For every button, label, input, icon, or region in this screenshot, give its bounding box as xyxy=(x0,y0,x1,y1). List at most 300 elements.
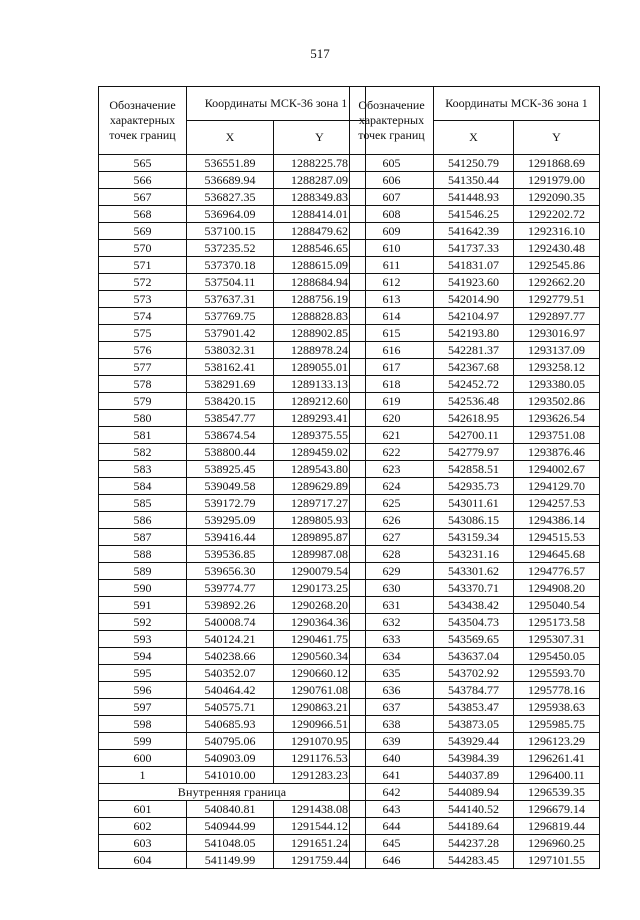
y-coordinate-cell: 1292430.48 xyxy=(514,240,600,257)
point-number-cell: 638 xyxy=(350,716,434,733)
y-coordinate-cell: 1289459.02 xyxy=(274,444,366,461)
point-number-cell: 567 xyxy=(99,189,187,206)
coordinates-table-left xyxy=(98,86,366,869)
y-coordinate-cell: 1288349.83 xyxy=(274,189,366,206)
x-coordinate-cell: 542536.48 xyxy=(434,393,514,410)
point-number-cell: 598 xyxy=(99,716,187,733)
y-coordinate-cell: 1295173.58 xyxy=(514,614,600,631)
table-row xyxy=(350,189,600,206)
y-coordinate-cell: 1295938.63 xyxy=(514,699,600,716)
point-number-cell: 624 xyxy=(350,478,434,495)
x-coordinate-cell: 543784.77 xyxy=(434,682,514,699)
point-number-cell: 590 xyxy=(99,580,187,597)
table-row xyxy=(350,495,600,512)
x-coordinate-cell: 542618.95 xyxy=(434,410,514,427)
point-number-cell: 626 xyxy=(350,512,434,529)
x-coordinate-cell: 540008.74 xyxy=(187,614,274,631)
table-row xyxy=(99,835,366,852)
point-number-cell: 612 xyxy=(350,274,434,291)
point-number-cell: 631 xyxy=(350,597,434,614)
point-number-cell: 644 xyxy=(350,818,434,835)
header-y: Y xyxy=(274,121,366,155)
header-point-designation: Обозначение характерных точек границ xyxy=(99,87,187,155)
point-number-cell: 630 xyxy=(350,580,434,597)
x-coordinate-cell: 541448.93 xyxy=(434,189,514,206)
x-coordinate-cell: 541923.60 xyxy=(434,274,514,291)
table-row xyxy=(99,325,366,342)
point-number-cell: 583 xyxy=(99,461,187,478)
point-number-cell: 586 xyxy=(99,512,187,529)
point-number-cell: 604 xyxy=(99,852,187,869)
table-row xyxy=(350,461,600,478)
point-number-cell: 606 xyxy=(350,172,434,189)
point-number-cell: 589 xyxy=(99,563,187,580)
point-number-cell: 637 xyxy=(350,699,434,716)
table-row xyxy=(350,274,600,291)
y-coordinate-cell: 1289212.60 xyxy=(274,393,366,410)
table-row xyxy=(350,257,600,274)
x-coordinate-cell: 538162.41 xyxy=(187,359,274,376)
x-coordinate-cell: 538800.44 xyxy=(187,444,274,461)
x-coordinate-cell: 536551.89 xyxy=(187,155,274,172)
table-row xyxy=(99,495,366,512)
table-row xyxy=(350,682,600,699)
y-coordinate-cell: 1289375.55 xyxy=(274,427,366,444)
point-number-cell: 578 xyxy=(99,376,187,393)
x-coordinate-cell: 544283.45 xyxy=(434,852,514,869)
table-row xyxy=(99,393,366,410)
header-x: X xyxy=(434,121,514,155)
table-row xyxy=(350,206,600,223)
x-coordinate-cell: 540903.09 xyxy=(187,750,274,767)
table-row xyxy=(350,733,600,750)
y-coordinate-cell: 1290079.54 xyxy=(274,563,366,580)
y-coordinate-cell: 1295040.54 xyxy=(514,597,600,614)
table-row xyxy=(350,512,600,529)
x-coordinate-cell: 538420.15 xyxy=(187,393,274,410)
point-number-cell: 608 xyxy=(350,206,434,223)
y-coordinate-cell: 1291283.23 xyxy=(274,767,366,784)
table-row xyxy=(99,444,366,461)
table-row xyxy=(350,631,600,648)
table-row xyxy=(350,801,600,818)
x-coordinate-cell: 542367.68 xyxy=(434,359,514,376)
x-coordinate-cell: 544140.52 xyxy=(434,801,514,818)
x-coordinate-cell: 536827.35 xyxy=(187,189,274,206)
y-coordinate-cell: 1295593.70 xyxy=(514,665,600,682)
y-coordinate-cell: 1292202.72 xyxy=(514,206,600,223)
table-row xyxy=(99,359,366,376)
y-coordinate-cell: 1289805.93 xyxy=(274,512,366,529)
y-coordinate-cell: 1291759.44 xyxy=(274,852,366,869)
x-coordinate-cell: 543370.71 xyxy=(434,580,514,597)
table-row xyxy=(350,699,600,716)
y-coordinate-cell: 1294515.53 xyxy=(514,529,600,546)
point-number-cell: 587 xyxy=(99,529,187,546)
point-number-cell: 571 xyxy=(99,257,187,274)
table-row xyxy=(350,529,600,546)
point-number-cell: 625 xyxy=(350,495,434,512)
table-row xyxy=(350,580,600,597)
table-row xyxy=(99,733,366,750)
y-coordinate-cell: 1291438.08 xyxy=(274,801,366,818)
point-number-cell: 611 xyxy=(350,257,434,274)
y-coordinate-cell: 1296400.11 xyxy=(514,767,600,784)
table-row xyxy=(350,750,600,767)
point-number-cell: 1 xyxy=(99,767,187,784)
x-coordinate-cell: 537100.15 xyxy=(187,223,274,240)
y-coordinate-cell: 1289055.01 xyxy=(274,359,366,376)
table-row xyxy=(99,852,366,869)
section-label-inner-boundary: Внутренняя граница xyxy=(99,784,366,801)
point-number-cell: 621 xyxy=(350,427,434,444)
point-number-cell: 582 xyxy=(99,444,187,461)
point-number-cell: 596 xyxy=(99,682,187,699)
x-coordinate-cell: 542779.97 xyxy=(434,444,514,461)
header-x: X xyxy=(187,121,274,155)
point-number-cell: 641 xyxy=(350,767,434,784)
y-coordinate-cell: 1292897.77 xyxy=(514,308,600,325)
y-coordinate-cell: 1296679.14 xyxy=(514,801,600,818)
x-coordinate-cell: 541546.25 xyxy=(434,206,514,223)
x-coordinate-cell: 542014.90 xyxy=(434,291,514,308)
y-coordinate-cell: 1293016.97 xyxy=(514,325,600,342)
table-row xyxy=(350,376,600,393)
point-number-cell: 594 xyxy=(99,648,187,665)
table-row xyxy=(99,682,366,699)
point-number-cell: 576 xyxy=(99,342,187,359)
table-row xyxy=(350,427,600,444)
y-coordinate-cell: 1291176.53 xyxy=(274,750,366,767)
y-coordinate-cell: 1292090.35 xyxy=(514,189,600,206)
point-number-cell: 627 xyxy=(350,529,434,546)
point-number-cell: 584 xyxy=(99,478,187,495)
x-coordinate-cell: 538925.45 xyxy=(187,461,274,478)
y-coordinate-cell: 1297101.55 xyxy=(514,852,600,869)
table-row xyxy=(99,427,366,444)
x-coordinate-cell: 538674.54 xyxy=(187,427,274,444)
table-row xyxy=(350,818,600,835)
y-coordinate-cell: 1295307.31 xyxy=(514,631,600,648)
table-row xyxy=(350,648,600,665)
point-number-cell: 633 xyxy=(350,631,434,648)
y-coordinate-cell: 1292316.10 xyxy=(514,223,600,240)
table-row xyxy=(99,512,366,529)
table-row xyxy=(350,852,600,869)
x-coordinate-cell: 543086.15 xyxy=(434,512,514,529)
table-row xyxy=(350,546,600,563)
table-row xyxy=(99,546,366,563)
y-coordinate-cell: 1291979.00 xyxy=(514,172,600,189)
point-number-cell: 566 xyxy=(99,172,187,189)
table-row xyxy=(350,291,600,308)
point-number-cell: 603 xyxy=(99,835,187,852)
table-row xyxy=(99,172,366,189)
x-coordinate-cell: 543504.73 xyxy=(434,614,514,631)
point-number-cell: 628 xyxy=(350,546,434,563)
y-coordinate-cell: 1290660.12 xyxy=(274,665,366,682)
y-coordinate-cell: 1290461.75 xyxy=(274,631,366,648)
y-coordinate-cell: 1292545.86 xyxy=(514,257,600,274)
x-coordinate-cell: 539774.77 xyxy=(187,580,274,597)
table-row xyxy=(350,444,600,461)
x-coordinate-cell: 540795.06 xyxy=(187,733,274,750)
y-coordinate-cell: 1294129.70 xyxy=(514,478,600,495)
table-row xyxy=(99,240,366,257)
coordinates-table-right xyxy=(349,86,600,869)
table-row xyxy=(350,597,600,614)
table-row xyxy=(99,631,366,648)
table-row xyxy=(99,801,366,818)
y-coordinate-cell: 1294908.20 xyxy=(514,580,600,597)
x-coordinate-cell: 542858.51 xyxy=(434,461,514,478)
y-coordinate-cell: 1292779.51 xyxy=(514,291,600,308)
x-coordinate-cell: 540840.81 xyxy=(187,801,274,818)
x-coordinate-cell: 543984.39 xyxy=(434,750,514,767)
point-number-cell: 600 xyxy=(99,750,187,767)
y-coordinate-cell: 1289629.89 xyxy=(274,478,366,495)
point-number-cell: 640 xyxy=(350,750,434,767)
y-coordinate-cell: 1289987.08 xyxy=(274,546,366,563)
x-coordinate-cell: 542935.73 xyxy=(434,478,514,495)
y-coordinate-cell: 1295985.75 xyxy=(514,716,600,733)
point-number-cell: 569 xyxy=(99,223,187,240)
table-row xyxy=(99,818,366,835)
x-coordinate-cell: 543929.44 xyxy=(434,733,514,750)
y-coordinate-cell: 1293751.08 xyxy=(514,427,600,444)
y-coordinate-cell: 1296819.44 xyxy=(514,818,600,835)
point-number-cell: 599 xyxy=(99,733,187,750)
y-coordinate-cell: 1288287.09 xyxy=(274,172,366,189)
x-coordinate-cell: 539416.44 xyxy=(187,529,274,546)
y-coordinate-cell: 1294002.67 xyxy=(514,461,600,478)
table-row xyxy=(99,597,366,614)
point-number-cell: 592 xyxy=(99,614,187,631)
x-coordinate-cell: 543231.16 xyxy=(434,546,514,563)
y-coordinate-cell: 1290966.51 xyxy=(274,716,366,733)
x-coordinate-cell: 541831.07 xyxy=(434,257,514,274)
table-row xyxy=(350,563,600,580)
table-row xyxy=(99,308,366,325)
point-number-cell: 605 xyxy=(350,155,434,172)
point-number-cell: 568 xyxy=(99,206,187,223)
table-row xyxy=(350,410,600,427)
header-y: Y xyxy=(514,121,600,155)
x-coordinate-cell: 539172.79 xyxy=(187,495,274,512)
x-coordinate-cell: 539295.09 xyxy=(187,512,274,529)
point-number-cell: 623 xyxy=(350,461,434,478)
point-number-cell: 615 xyxy=(350,325,434,342)
table-row xyxy=(350,342,600,359)
y-coordinate-cell: 1289293.41 xyxy=(274,410,366,427)
point-number-cell: 585 xyxy=(99,495,187,512)
y-coordinate-cell: 1295778.16 xyxy=(514,682,600,699)
x-coordinate-cell: 539049.58 xyxy=(187,478,274,495)
x-coordinate-cell: 542700.11 xyxy=(434,427,514,444)
table-row xyxy=(350,716,600,733)
y-coordinate-cell: 1293258.12 xyxy=(514,359,600,376)
y-coordinate-cell: 1296960.25 xyxy=(514,835,600,852)
x-coordinate-cell: 541010.00 xyxy=(187,767,274,784)
point-number-cell: 642 xyxy=(350,784,434,801)
y-coordinate-cell: 1288615.09 xyxy=(274,257,366,274)
y-coordinate-cell: 1290268.20 xyxy=(274,597,366,614)
x-coordinate-cell: 540944.99 xyxy=(187,818,274,835)
table-row xyxy=(99,189,366,206)
x-coordinate-cell: 540352.07 xyxy=(187,665,274,682)
x-coordinate-cell: 541350.44 xyxy=(434,172,514,189)
y-coordinate-cell: 1289895.87 xyxy=(274,529,366,546)
x-coordinate-cell: 544089.94 xyxy=(434,784,514,801)
table-row xyxy=(350,359,600,376)
x-coordinate-cell: 537504.11 xyxy=(187,274,274,291)
point-number-cell: 572 xyxy=(99,274,187,291)
x-coordinate-cell: 536689.94 xyxy=(187,172,274,189)
table-row xyxy=(99,223,366,240)
x-coordinate-cell: 543873.05 xyxy=(434,716,514,733)
x-coordinate-cell: 538547.77 xyxy=(187,410,274,427)
y-coordinate-cell: 1294386.14 xyxy=(514,512,600,529)
table-row xyxy=(350,478,600,495)
table-row xyxy=(350,155,600,172)
table-row xyxy=(99,614,366,631)
table-row xyxy=(99,257,366,274)
point-number-cell: 580 xyxy=(99,410,187,427)
y-coordinate-cell: 1290173.25 xyxy=(274,580,366,597)
x-coordinate-cell: 539892.26 xyxy=(187,597,274,614)
point-number-cell: 618 xyxy=(350,376,434,393)
point-number-cell: 595 xyxy=(99,665,187,682)
table-row xyxy=(99,665,366,682)
x-coordinate-cell: 543438.42 xyxy=(434,597,514,614)
x-coordinate-cell: 541048.05 xyxy=(187,835,274,852)
y-coordinate-cell: 1293626.54 xyxy=(514,410,600,427)
table-row xyxy=(99,342,366,359)
point-number-cell: 609 xyxy=(350,223,434,240)
point-number-cell: 646 xyxy=(350,852,434,869)
table-row xyxy=(350,393,600,410)
y-coordinate-cell: 1291070.95 xyxy=(274,733,366,750)
point-number-cell: 635 xyxy=(350,665,434,682)
y-coordinate-cell: 1290761.08 xyxy=(274,682,366,699)
y-coordinate-cell: 1294257.53 xyxy=(514,495,600,512)
y-coordinate-cell: 1293137.09 xyxy=(514,342,600,359)
x-coordinate-cell: 541642.39 xyxy=(434,223,514,240)
table-row xyxy=(99,274,366,291)
x-coordinate-cell: 543637.04 xyxy=(434,648,514,665)
y-coordinate-cell: 1296261.41 xyxy=(514,750,600,767)
x-coordinate-cell: 541250.79 xyxy=(434,155,514,172)
table-row xyxy=(99,699,366,716)
point-number-cell: 591 xyxy=(99,597,187,614)
table-row xyxy=(99,529,366,546)
point-number-cell: 575 xyxy=(99,325,187,342)
y-coordinate-cell: 1288978.24 xyxy=(274,342,366,359)
point-number-cell: 616 xyxy=(350,342,434,359)
x-coordinate-cell: 537637.31 xyxy=(187,291,274,308)
x-coordinate-cell: 544237.28 xyxy=(434,835,514,852)
x-coordinate-cell: 540464.42 xyxy=(187,682,274,699)
x-coordinate-cell: 537901.42 xyxy=(187,325,274,342)
x-coordinate-cell: 540685.93 xyxy=(187,716,274,733)
y-coordinate-cell: 1288479.62 xyxy=(274,223,366,240)
point-number-cell: 573 xyxy=(99,291,187,308)
x-coordinate-cell: 540238.66 xyxy=(187,648,274,665)
x-coordinate-cell: 543011.61 xyxy=(434,495,514,512)
point-number-cell: 645 xyxy=(350,835,434,852)
point-number-cell: 602 xyxy=(99,818,187,835)
y-coordinate-cell: 1289133.13 xyxy=(274,376,366,393)
y-coordinate-cell: 1293380.05 xyxy=(514,376,600,393)
y-coordinate-cell: 1296539.35 xyxy=(514,784,600,801)
x-coordinate-cell: 543301.62 xyxy=(434,563,514,580)
point-number-cell: 629 xyxy=(350,563,434,580)
table-row xyxy=(99,648,366,665)
point-number-cell: 574 xyxy=(99,308,187,325)
table-row xyxy=(350,767,600,784)
y-coordinate-cell: 1289543.80 xyxy=(274,461,366,478)
x-coordinate-cell: 541149.99 xyxy=(187,852,274,869)
y-coordinate-cell: 1288546.65 xyxy=(274,240,366,257)
table-row xyxy=(99,461,366,478)
point-number-cell: 588 xyxy=(99,546,187,563)
section-row xyxy=(99,784,366,801)
point-number-cell: 619 xyxy=(350,393,434,410)
x-coordinate-cell: 543159.34 xyxy=(434,529,514,546)
y-coordinate-cell: 1290560.34 xyxy=(274,648,366,665)
table-row xyxy=(99,291,366,308)
x-coordinate-cell: 542281.37 xyxy=(434,342,514,359)
point-number-cell: 634 xyxy=(350,648,434,665)
table-row xyxy=(99,580,366,597)
x-coordinate-cell: 538032.31 xyxy=(187,342,274,359)
point-number-cell: 643 xyxy=(350,801,434,818)
header-coordinates-group: Координаты МСК-36 зона 1 xyxy=(434,87,600,121)
point-number-cell: 579 xyxy=(99,393,187,410)
table-row xyxy=(99,767,366,784)
table-row xyxy=(350,614,600,631)
y-coordinate-cell: 1290863.21 xyxy=(274,699,366,716)
x-coordinate-cell: 543702.92 xyxy=(434,665,514,682)
header-coordinates-group: Координаты МСК-36 зона 1 xyxy=(187,87,366,121)
y-coordinate-cell: 1292662.20 xyxy=(514,274,600,291)
table-row xyxy=(350,240,600,257)
table-row xyxy=(350,835,600,852)
y-coordinate-cell: 1293876.46 xyxy=(514,444,600,461)
x-coordinate-cell: 543569.65 xyxy=(434,631,514,648)
point-number-cell: 581 xyxy=(99,427,187,444)
x-coordinate-cell: 544189.64 xyxy=(434,818,514,835)
point-number-cell: 565 xyxy=(99,155,187,172)
table-row xyxy=(350,325,600,342)
point-number-cell: 632 xyxy=(350,614,434,631)
x-coordinate-cell: 544037.89 xyxy=(434,767,514,784)
point-number-cell: 597 xyxy=(99,699,187,716)
table-row xyxy=(350,784,600,801)
table-row xyxy=(350,665,600,682)
x-coordinate-cell: 542452.72 xyxy=(434,376,514,393)
y-coordinate-cell: 1288756.19 xyxy=(274,291,366,308)
x-coordinate-cell: 540575.71 xyxy=(187,699,274,716)
page-number: 517 xyxy=(310,46,330,61)
table-row xyxy=(99,376,366,393)
point-number-cell: 639 xyxy=(350,733,434,750)
table-row xyxy=(99,750,366,767)
point-number-cell: 610 xyxy=(350,240,434,257)
header-point-designation: Обозначение характерных точек границ xyxy=(350,87,434,155)
x-coordinate-cell: 537769.75 xyxy=(187,308,274,325)
y-coordinate-cell: 1291868.69 xyxy=(514,155,600,172)
